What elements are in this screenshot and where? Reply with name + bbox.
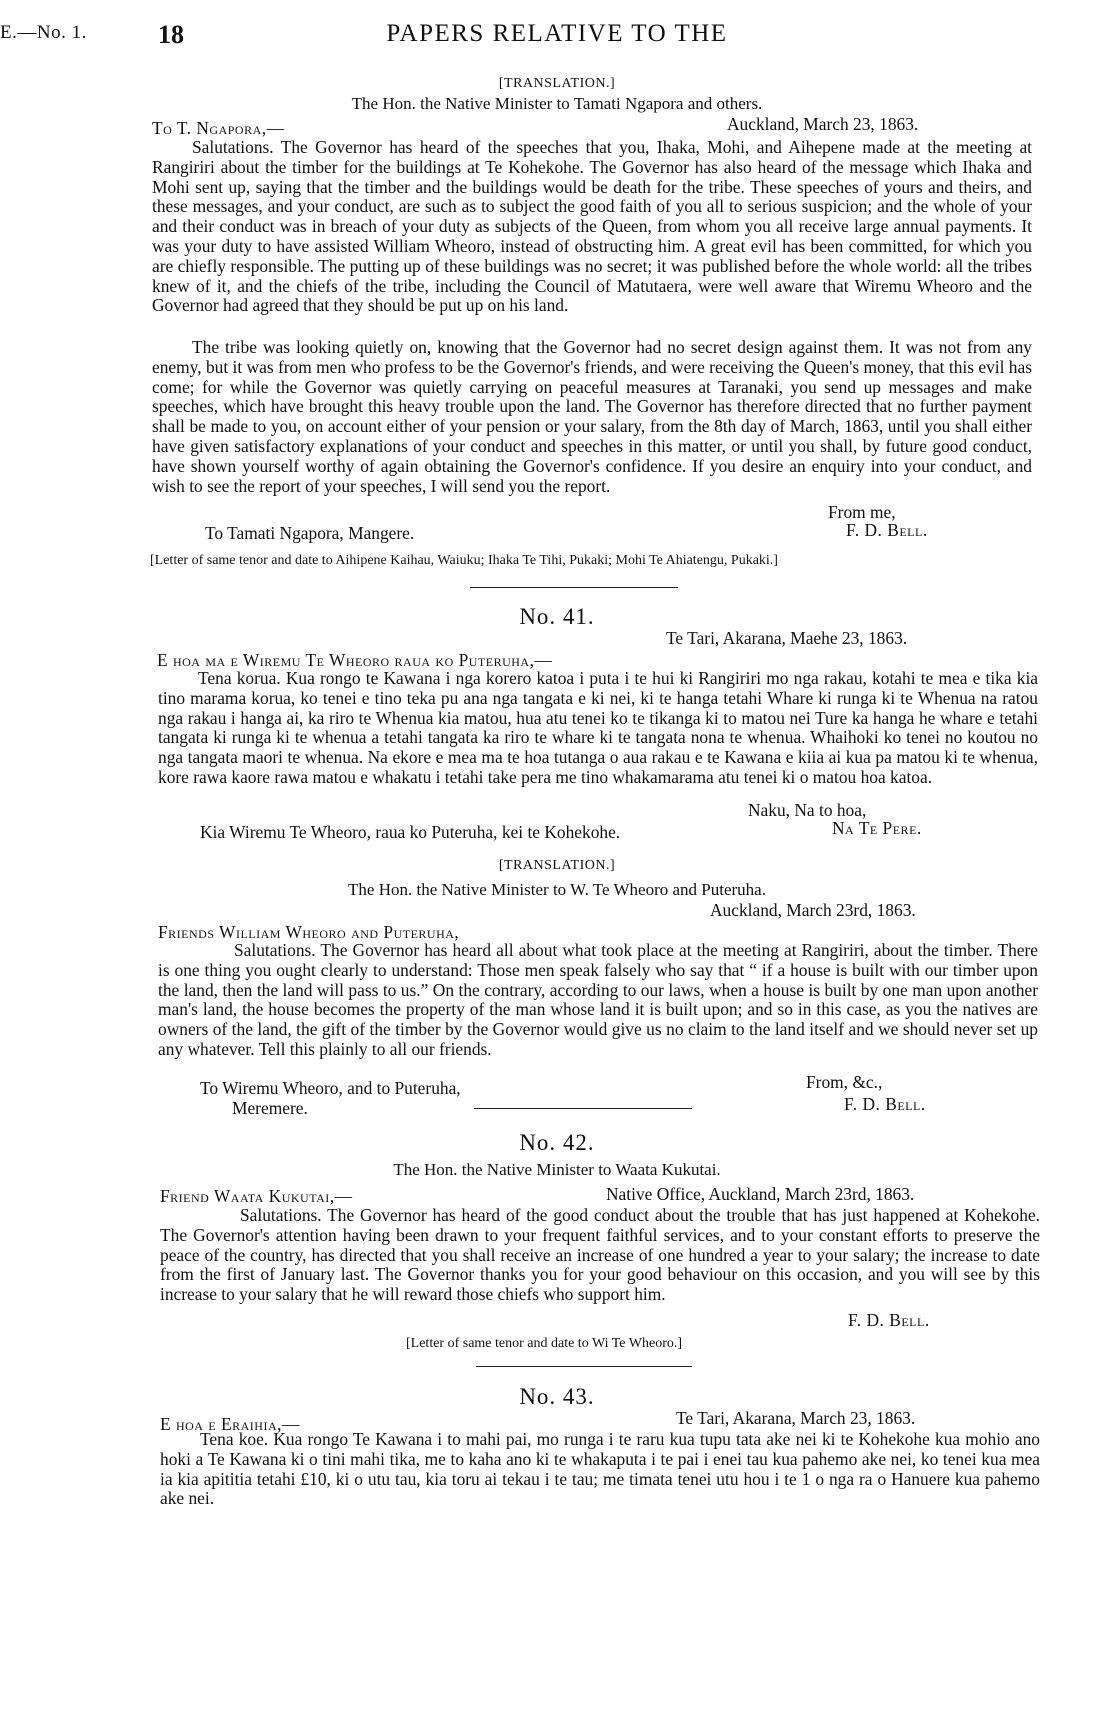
letter-paragraph-text: Salutations. The Governor has heard of the speeches that you, Ihaka, Mohi, and Aihepene made at the meeting at Rangiriri about the timber for the buildings at Te Kohekohe. The Governor has also heard of the message which Ihaka and Mohi sent up, saying that the timber and the buildings would be death for the tribe. These speeches of yours and theirs, and these messages, and your conduct, are such as to subject the good faith of you all to serious suspicion; and the whole of your and their conduct was in breach of your duty as subjects of the Queen, from whom you all receive large annual payments. It was your duty to have assisted William Wheoro, instead of obstructing him. A great evil has been committed, for which you are chiefly responsible. The putting up of these buildings was no secret; it was published before the whole world: all the tribes knew of it, and the chiefs of the tribe, including the Council of Matutaera, were well aware that Wiremu Wheoro and the Governor had agreed that they should be put up on his land. xyxy=(152,137,1032,316)
tenor-note: [Letter of same tenor and date to Wi Te Wheoro.] xyxy=(406,1336,683,1351)
addressee: To Tamati Ngapora, Mangere. xyxy=(205,523,415,543)
signature: F. D. Bell. xyxy=(848,1310,930,1330)
place-date: Auckland, March 23, 1863. xyxy=(727,114,919,134)
place-date: Native Office, Auckland, March 23rd, 1863. xyxy=(606,1184,915,1204)
from-line: From, &c., xyxy=(806,1072,883,1092)
letter-heading: The Hon. the Native Minister to Waata Kukutai. xyxy=(393,1160,721,1179)
signature: Na Te Pere. xyxy=(832,818,922,838)
place-date: Te Tari, Akarana, March 23, 1863. xyxy=(676,1408,916,1428)
salutation: E hoa e Eraihia,— xyxy=(160,1414,300,1434)
addressee: To Wiremu Wheoro, and to Puteruha, xyxy=(200,1078,461,1098)
closing-line: Naku, Na to hoa, xyxy=(748,800,867,820)
letter-paragraph-text: Tena koe. Kua rongo Te Kawana i to mahi pai, mo runga i te raru kua tupu tata ake nei ki te Kohekohe kua mohio ano hoki a Te Kawana ki o tini mahi tika, me to kaha ano ki te whakaputa i te pai i enei tau kua pahemo ake nei, ko tenei kua mea ia kia apititia tetahi £10, ki o utu tau, kia toru ai tekau i te tau; me timata tenei utu hou i te 1 o nga ra o Hanuere kua pahemo ake nei. xyxy=(160,1429,1040,1509)
series-label: E.—No. 1. xyxy=(0,22,87,43)
document-number: No. 41. xyxy=(519,604,595,629)
translation-tag: [TRANSLATION.] xyxy=(498,858,616,873)
page-number: 18 xyxy=(158,20,184,49)
section-divider xyxy=(470,587,678,588)
section-divider xyxy=(476,1366,692,1367)
addressee: Kia Wiremu Te Wheoro, raua ko Puteruha, kei te Kohekohe. xyxy=(200,822,621,842)
letter-paragraph-text: Tena korua. Kua rongo te Kawana i nga korero katoa i puta i te hui ki Rangiriri mo nga rakau, kotahi te mea e tika kia tino marama korua, ko tenei e tino teka pu ana nga tangata e ki nei, ki te hanga tetahi Whare ki runga ki te Whenua na ratou nga rakau i hanga ai, ka riro te Whenua kia matou, hua atu tenei ko te tikanga ki to matou nei Ture ka hanga he whare e tetahi tangata ki runga ki te whenua a tetahi tangata ka riro te whare ki te tangata nona te whenua. Whaihoki ko tenei no koutou no nga tangata maori te whenua. Na ekore e mea ma te hoa tutanga o aua rakau e te Kawana e kiia ai kua pa matou ki te whenua, kore rawa kaore rawa matou e whakatu i tetahi take pera me tino whakamarama atu tenei ki o matou hoa katoa. xyxy=(158,668,1038,787)
letter-paragraph xyxy=(160,1206,1040,1316)
letter-paragraph xyxy=(152,138,1032,336)
signature: F. D. Bell. xyxy=(846,520,928,540)
letter-paragraph xyxy=(158,669,1038,819)
from-line: From me, xyxy=(828,502,896,522)
addressee: Meremere. xyxy=(232,1098,308,1118)
salutation: To T. Ngapora,— xyxy=(152,118,285,138)
letter-heading: The Hon. the Native Minister to W. Te Wheoro and Puteruha. xyxy=(348,880,766,899)
letter-paragraph-text: Salutations. The Governor has heard all about what took place at the meeting at Rangiriri, about the timber. There is one thing you ought clearly to understand: Those men speak falsely who say that “ if a house is built with our timber upon the land, then the land will pass to us.” On the contrary, according to our laws, when a house is built by one man upon another man's land, the house becomes the property of the man whose land it is built upon; and so in this case, as you the natives are owners of the land, the gift of the timber by the Governor would give us no claim to the land itself and we should never set up any whatever. Tell this plainly to all our friends. xyxy=(158,940,1038,1059)
tenor-note: [Letter of same tenor and date to Aihipene Kaihau, Waiuku; Ihaka Te Tihi, Pukaki; Mohi Te Ahiatengu, Pukaki.] xyxy=(150,553,778,568)
document-number: No. 42. xyxy=(519,1130,595,1155)
letter-paragraph-text: Salutations. The Governor has heard of the good conduct about the trouble that has just happened at Kohekohe. The Governor's attention having been drawn to your frequent faithful services, and to your constant efforts to preserve the peace of the country, has directed that you shall receive an increase of one hundred a year to your salary; the increase to date from the first of January last. The Governor thanks you for your good behaviour on this occasion, and you will see by this increase to your salary that he will reward those chiefs who support him. xyxy=(160,1205,1040,1305)
document-number: No. 43. xyxy=(519,1384,595,1409)
place-date: Te Tari, Akarana, Maehe 23, 1863. xyxy=(666,628,908,648)
salutation: Friend Waata Kukutai,— xyxy=(160,1186,353,1206)
running-title: PAPERS RELATIVE TO THE xyxy=(386,20,728,47)
section-divider xyxy=(474,1108,692,1109)
salutation: E hoa ma e Wiremu Te Wheoro raua ko Puteruha,— xyxy=(157,650,553,670)
signature: F. D. Bell. xyxy=(844,1094,926,1114)
letter-heading: The Hon. the Native Minister to Tamati Ngapora and others. xyxy=(351,94,763,113)
letter-paragraph xyxy=(152,338,1032,518)
letter-paragraph xyxy=(158,941,1038,1081)
salutation: Friends William Wheoro and Puteruha, xyxy=(158,922,460,942)
letter-paragraph xyxy=(160,1430,1040,1520)
letter-paragraph-text: The tribe was looking quietly on, knowing that the Governor had no secret design against them. It was not from any enemy, but it was from men who profess to be the Governor's friends, and were receiving the Queen's money, that this evil has come; for while the Governor was quietly carrying on peaceful measures at Taranaki, you send up messages and make speeches, which have brought this heavy trouble upon the land. The Governor has therefore directed that no further payment shall be made to you, on account either of your pension or your salary, from the 8th day of March, 1863, until you shall either have given satisfactory explanations of your conduct and speeches in this matter, or until you shall, by future good conduct, have shown yourself worthy of again obtaining the Governor's confidence. If you desire an enquiry into your conduct, and wish to see the report of your speeches, I will send you the report. xyxy=(152,337,1032,496)
place-date: Auckland, March 23rd, 1863. xyxy=(710,900,916,920)
translation-tag: [TRANSLATION.] xyxy=(498,76,616,91)
